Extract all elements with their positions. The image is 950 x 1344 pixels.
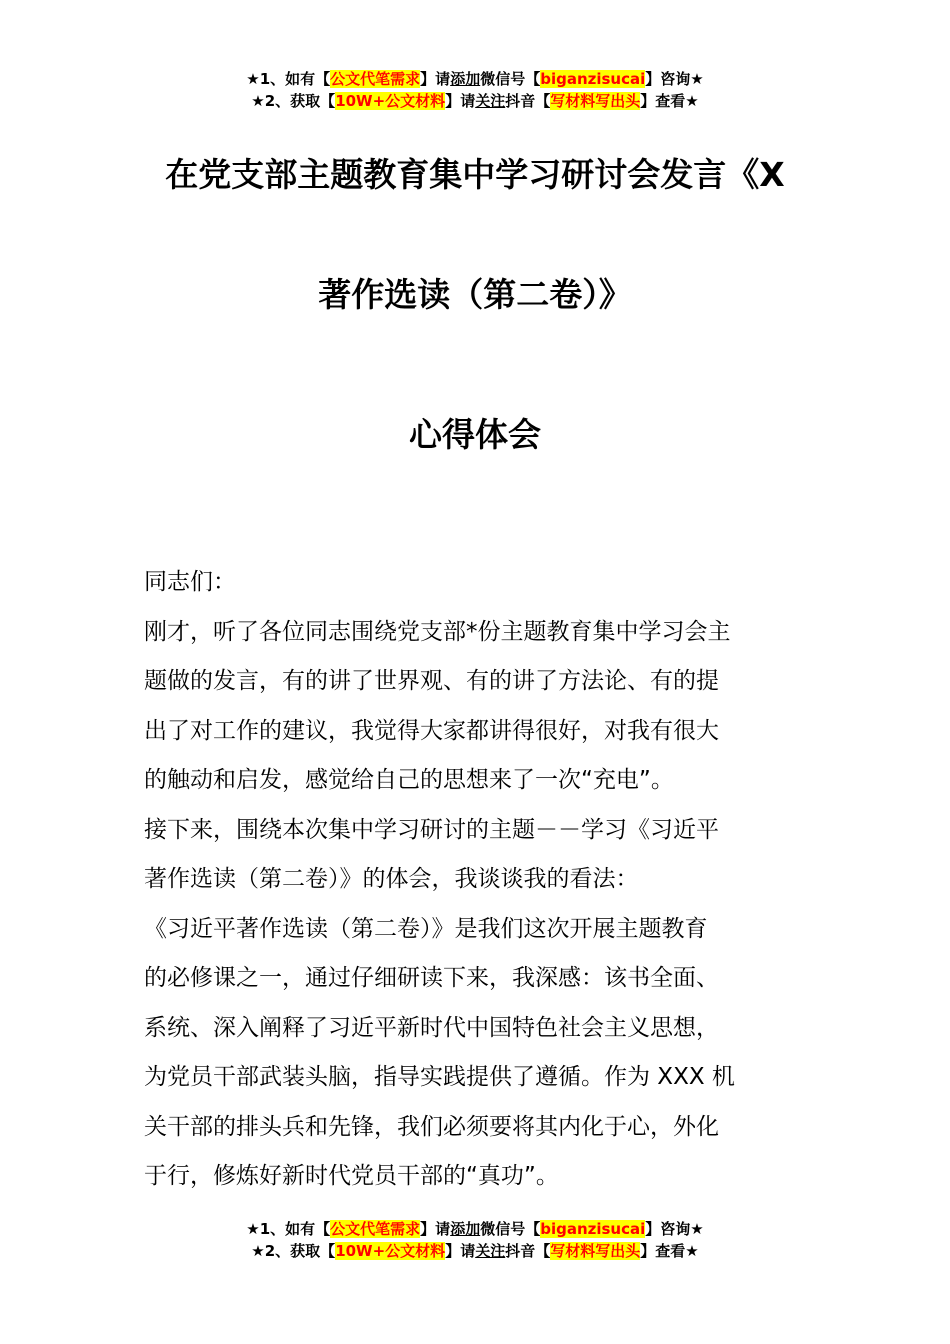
promo-line-2-mid2: 抖音【 [505, 92, 551, 110]
body-line: 的触动和启发，感觉给自己的思想来了一次“充电”。 [144, 767, 674, 793]
promo-line-1-mid: 】请 [420, 1220, 451, 1238]
body-line: 出了对工作的建议，我觉得大家都讲得很好，对我有很大 [144, 717, 719, 744]
body-line: 《习近平著作选读（第二卷）》是我们这次开展主题教育 [144, 915, 708, 942]
salutation: 同志们： [144, 569, 236, 595]
promo-highlight-writing-service: 公文代笔需求 [330, 1220, 421, 1238]
promo-line-2-suffix: 】查看★ [640, 92, 699, 110]
document-title-line-3: 心得体会 [409, 415, 541, 454]
promo-highlight-materials: 10W+公文材料 [335, 92, 446, 110]
body-line: 于行，修炼好新时代党员干部的“真功”。 [144, 1163, 559, 1189]
body-line: 系统、深入阐释了习近平新时代中国特色社会主义思想， [144, 1014, 719, 1041]
promo-line-2-prefix: ★2、获取【 [251, 92, 336, 110]
promo-line-1-mid2: 微信号【 [480, 1220, 541, 1238]
body-line: 的必修课之一，通过仔细研读下来，我深感：该书全面、 [144, 965, 719, 991]
promo-highlight-douyin-account: 写材料写出头 [550, 92, 641, 110]
document-title-line-2: 著作选读（第二卷）》 [318, 275, 632, 314]
promo-highlight-wechat-id: biganzisucai [540, 70, 646, 88]
body-line: 著作选读（第二卷）》的体会，我谈谈我的看法： [144, 866, 639, 892]
document-title-line-1: 在党支部主题教育集中学习研讨会发言《X [165, 155, 785, 194]
body-line: 关干部的排头兵和先锋，我们必须要将其内化于心，外化 [144, 1113, 719, 1140]
promo-banner-top [0, 68, 950, 112]
promo-add-emphasis: 添加 [450, 70, 481, 88]
promo-highlight-writing-service: 公文代笔需求 [330, 70, 421, 88]
promo-line-2-mid: 】请 [445, 1242, 476, 1260]
promo-line-1-prefix: ★1、如有【 [246, 1220, 331, 1238]
promo-line-2 [0, 90, 950, 112]
body-line: 接下来，围绕本次集中学习研讨的主题－－学习《习近平 [144, 816, 719, 843]
promo-line-1-prefix: ★1、如有【 [246, 70, 331, 88]
body-line: 为党员干部武装头脑，指导实践提供了遵循。作为 XXX 机 [144, 1064, 735, 1090]
document-body [144, 558, 810, 1202]
promo-line-1-suffix: 】咨询★ [645, 1220, 704, 1238]
promo-line-2-mid2: 抖音【 [505, 1242, 551, 1260]
promo-follow-emphasis: 关注 [475, 1242, 506, 1260]
promo-line-1-mid: 】请 [420, 70, 451, 88]
body-line: 刚才，听了各位同志围绕党支部*份主题教育集中学习会主 [144, 618, 731, 645]
promo-banner-bottom [0, 1218, 950, 1262]
promo-line-1 [0, 68, 950, 90]
promo-line-1-suffix: 】咨询★ [645, 70, 704, 88]
promo-line-1 [0, 1218, 950, 1240]
promo-highlight-materials: 10W+公文材料 [335, 1242, 446, 1260]
promo-highlight-wechat-id: biganzisucai [540, 1220, 646, 1238]
promo-follow-emphasis: 关注 [475, 92, 506, 110]
promo-add-emphasis: 添加 [450, 1220, 481, 1238]
body-line: 题做的发言，有的讲了世界观、有的讲了方法论、有的提 [144, 668, 719, 694]
promo-line-2-suffix: 】查看★ [640, 1242, 699, 1260]
promo-line-2 [0, 1240, 950, 1262]
promo-line-1-mid2: 微信号【 [480, 70, 541, 88]
promo-line-2-mid: 】请 [445, 92, 476, 110]
promo-highlight-douyin-account: 写材料写出头 [550, 1242, 641, 1260]
promo-line-2-prefix: ★2、获取【 [251, 1242, 336, 1260]
